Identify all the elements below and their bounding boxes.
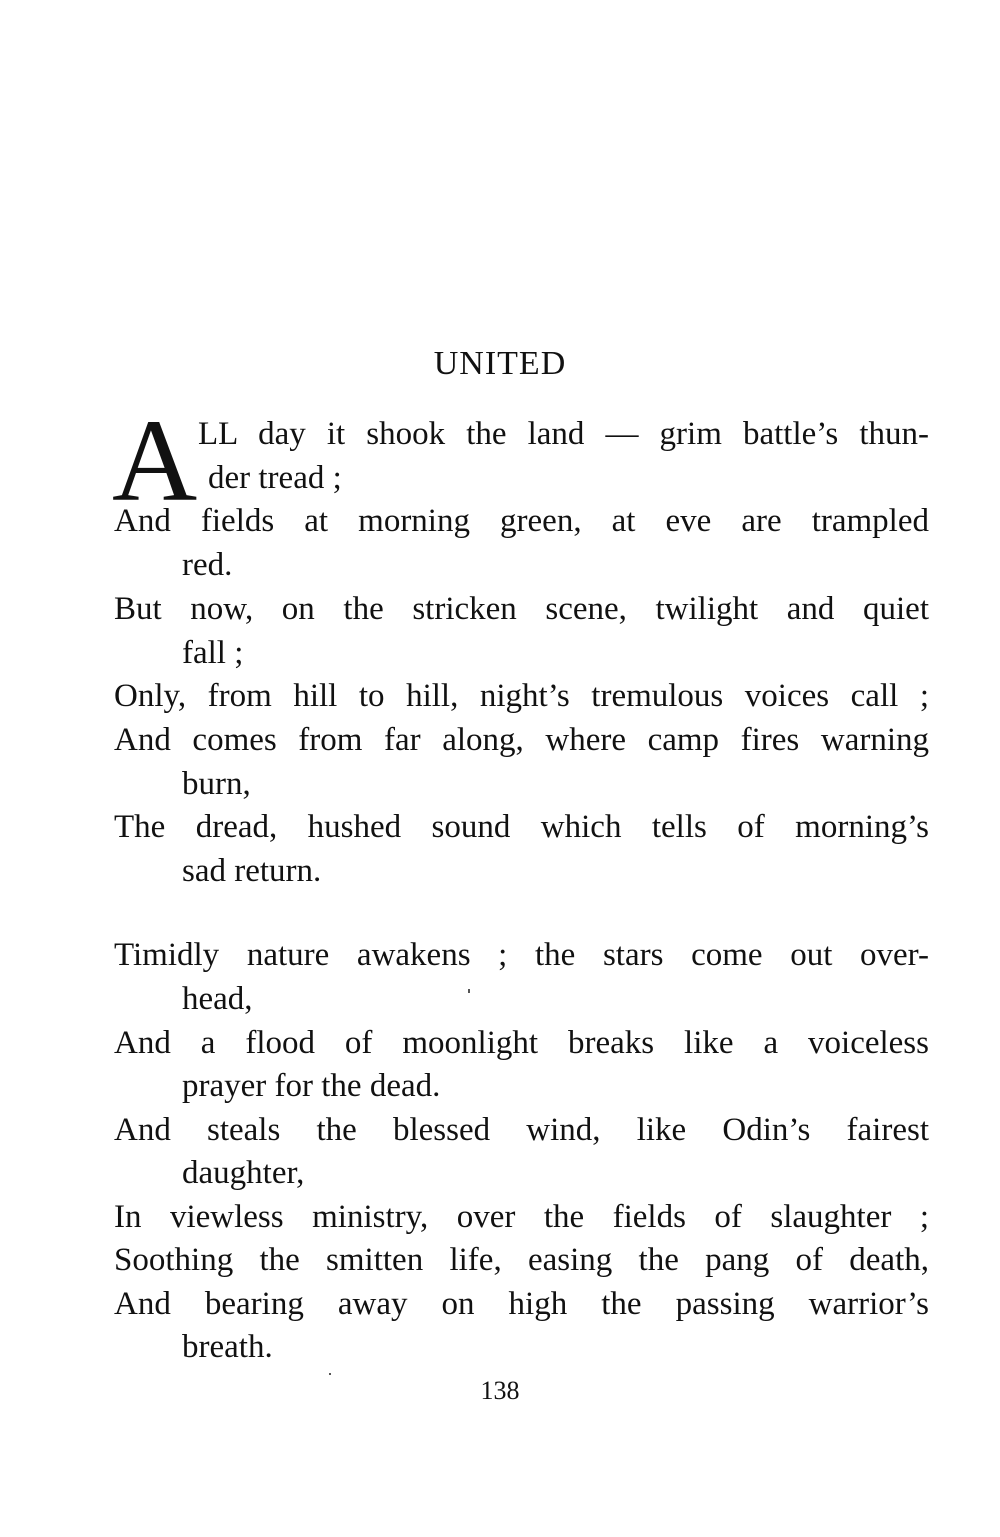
verse-line: Soothing the smitten life, easing the pang of death, [114, 1242, 929, 1278]
verse-line: And steals the blessed wind, like Odin’s fairest [114, 1112, 929, 1148]
verse-line: fall ; [182, 635, 244, 671]
verse-line: der tread ; [208, 460, 342, 496]
verse-line: And comes from far along, where camp fires warning [114, 722, 929, 758]
verse-line: And bearing away on high the passing warrior’s [114, 1286, 929, 1322]
verse-line: breath. [182, 1329, 273, 1365]
page-number: 138 [480, 1376, 520, 1405]
verse-line: Timidly nature awakens ; the stars come out over- [114, 937, 929, 973]
drop-cap: A [112, 395, 198, 526]
verse-line: In viewless ministry, over the fields of slaughter ; [114, 1199, 929, 1235]
verse-line: Only, from hill to hill, night’s tremulous voices call ; [114, 678, 929, 714]
verse-line: daughter, [182, 1155, 305, 1191]
verse-line: burn, [182, 766, 251, 802]
print-speck [468, 989, 470, 993]
verse-line: head, [182, 981, 253, 1017]
verse-line: prayer for the dead. [182, 1068, 441, 1104]
poem-title: UNITED [433, 345, 567, 382]
verse-line: But now, on the stricken scene, twilight and quiet [114, 591, 929, 627]
verse-line: red. [182, 547, 233, 583]
verse-line: sad return. [182, 853, 322, 889]
verse-line: And a flood of moonlight breaks like a voiceless [114, 1025, 929, 1061]
verse-line: And fields at morning green, at eve are trampled [114, 503, 929, 539]
verse-line: LL day it shook the land — grim battle’s thun- [198, 416, 929, 452]
verse-line: The dread, hushed sound which tells of morning’s [114, 809, 929, 845]
